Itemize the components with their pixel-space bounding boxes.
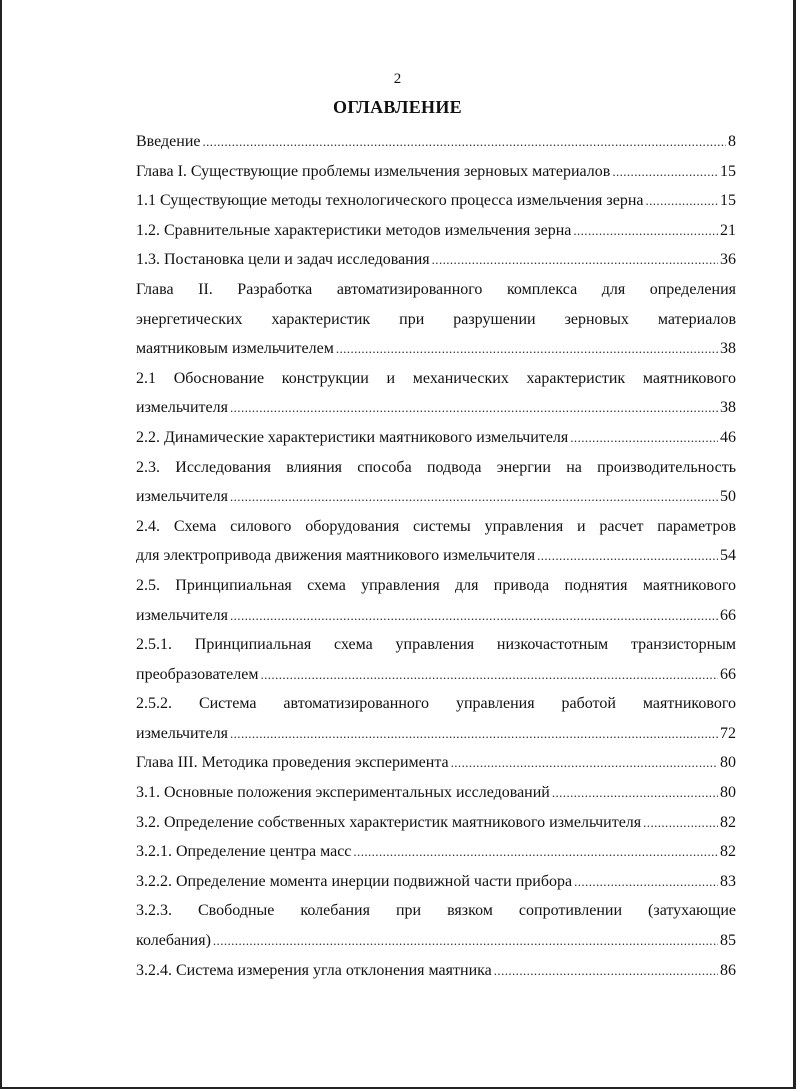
toc-entry	[136, 778, 736, 808]
toc-entry	[136, 127, 736, 157]
toc-entry-title: 1.1 Существующие методы технологического процесса измельчения зерна	[136, 192, 644, 210]
toc-page-number: 66	[720, 606, 736, 624]
toc-entry	[136, 423, 736, 453]
dot-leader	[451, 748, 718, 778]
toc-page-number: 54	[720, 547, 736, 565]
toc-list	[136, 127, 736, 985]
toc-page-number: 38	[720, 340, 736, 358]
dot-leader	[260, 660, 718, 690]
toc-page-number: 82	[720, 813, 736, 831]
toc-page-number: 15	[720, 192, 736, 210]
toc-entry	[136, 748, 736, 778]
toc-entry-line: энергетических характеристик при разрушении зерновых материалов	[136, 310, 736, 328]
toc-entry-title: Глава III. Методика проведения эксперимента	[136, 754, 449, 772]
toc-entry	[136, 216, 736, 246]
toc-entry	[136, 186, 736, 216]
page-number: 2	[393, 71, 402, 87]
toc-entry-line: Глава II. Разработка автоматизированного комплекса для определения	[136, 280, 736, 298]
toc-entry-title: 2.2. Динамические характеристики маятникового измельчителя	[136, 428, 569, 446]
toc-line	[136, 719, 736, 749]
dot-leader	[213, 926, 718, 956]
toc-entry	[136, 896, 736, 955]
toc-entry	[136, 364, 736, 423]
dot-leader	[570, 423, 718, 453]
toc-entry-title: 1.2. Сравнительные характеристики методов измельчения зерна	[136, 221, 572, 239]
toc-line	[136, 245, 736, 275]
toc-page-number: 36	[720, 251, 736, 269]
toc-line	[136, 127, 736, 157]
toc-page-number: 86	[720, 961, 736, 979]
toc-entry-line: 2.1 Обоснование конструкции и механических характеристик маятникового	[136, 369, 736, 387]
toc-entry	[136, 157, 736, 187]
dot-leader	[230, 482, 718, 512]
dot-leader	[573, 216, 718, 246]
toc-entry-title: измельчителя	[136, 488, 228, 506]
toc-entry	[136, 453, 736, 512]
toc-line	[136, 837, 736, 867]
toc-line	[136, 423, 736, 453]
toc-entry-title: для электропривода движения маятникового измельчителя	[136, 547, 536, 565]
dot-leader	[645, 186, 718, 216]
dot-leader	[353, 837, 718, 867]
toc-entry-line: 2.5.1. Принципиальная схема управления низкочастотным транзисторным	[136, 636, 736, 654]
dot-leader	[612, 157, 718, 187]
toc-entry-title: преобразователем	[136, 665, 259, 683]
toc-page-number: 80	[720, 754, 736, 772]
dot-leader	[336, 334, 718, 364]
toc-entry-title: колебания)	[136, 932, 211, 950]
toc-entry-title: измельчителя	[136, 399, 228, 417]
toc-page-number: 66	[720, 665, 736, 683]
toc-entry-line: 2.3. Исследования влияния способа подвода энергии на производительность	[136, 458, 736, 476]
toc-page-number: 83	[720, 872, 736, 890]
toc-title: ОГЛАВЛЕНИЕ	[333, 97, 462, 117]
toc-entry-title: 3.2. Определение собственных характеристик маятникового измельчителя	[136, 813, 642, 831]
toc-line	[136, 956, 736, 986]
toc-entry-title: Глава I. Существующие проблемы измельчения зерновых материалов	[136, 162, 611, 180]
toc-page-number: 38	[720, 399, 736, 417]
dot-leader	[537, 541, 718, 571]
toc-entry-line: 2.5.2. Система автоматизированного управления работой маятникового	[136, 695, 736, 713]
toc-page-number: 80	[720, 784, 736, 802]
dot-leader	[230, 601, 718, 631]
toc-line	[136, 186, 736, 216]
toc-page-number: 85	[720, 932, 736, 950]
toc-page-number: 8	[728, 133, 736, 150]
toc-page-number: 46	[720, 428, 736, 446]
toc-entry-title: 3.1. Основные положения экспериментальных исследований	[136, 784, 550, 802]
toc-page-number: 82	[720, 843, 736, 861]
dot-leader	[643, 808, 718, 838]
toc-entry	[136, 808, 736, 838]
dot-leader	[432, 245, 718, 275]
toc-entry-line: 2.5. Принципиальная схема управления для привода поднятия маятникового	[136, 576, 736, 594]
toc-entry-title: измельчителя	[136, 606, 228, 624]
dot-leader	[203, 127, 727, 157]
toc-entry	[136, 512, 736, 571]
toc-line	[136, 601, 736, 631]
dot-leader	[552, 778, 718, 808]
toc-line	[136, 808, 736, 838]
toc-entry-title: 1.3. Постановка цели и задач исследования	[136, 251, 430, 269]
toc-line	[136, 157, 736, 187]
toc-line	[136, 334, 736, 364]
toc-entry-title: 3.2.1. Определение центра масс	[136, 843, 352, 861]
toc-entry	[136, 837, 736, 867]
dot-leader	[230, 393, 718, 423]
toc-entry	[136, 956, 736, 986]
toc-page-number: 50	[720, 488, 736, 506]
toc-line	[136, 778, 736, 808]
toc-line	[136, 926, 736, 956]
dot-leader	[494, 956, 718, 986]
toc-entry-title: 3.2.4. Система измерения угла отклонения маятника	[136, 961, 492, 979]
toc-entry	[136, 867, 736, 897]
toc-entry	[136, 571, 736, 630]
toc-line	[136, 216, 736, 246]
toc-line	[136, 867, 736, 897]
toc-entry-line: 3.2.3. Свободные колебания при вязком сопротивлении (затухающие	[136, 902, 736, 920]
dot-leader	[574, 867, 718, 897]
dot-leader	[230, 719, 718, 749]
toc-page-number: 72	[720, 724, 736, 742]
toc-page-number: 21	[720, 221, 736, 239]
toc-line	[136, 393, 736, 423]
toc-line	[136, 482, 736, 512]
toc-page-number: 15	[720, 162, 736, 180]
toc-entry-title: измельчителя	[136, 724, 228, 742]
toc-line	[136, 541, 736, 571]
toc-entry	[136, 630, 736, 689]
toc-entry-line: 2.4. Схема силового оборудования системы управления и расчет параметров	[136, 517, 736, 535]
toc-entry-title: маятниковым измельчителем	[136, 340, 334, 358]
toc-entry-title: 3.2.2. Определение момента инерции подвижной части прибора	[136, 872, 573, 890]
toc-entry	[136, 245, 736, 275]
toc-entry-title: Введение	[136, 133, 201, 150]
toc-line	[136, 748, 736, 778]
toc-entry	[136, 275, 736, 364]
toc-line	[136, 660, 736, 690]
toc-entry	[136, 689, 736, 748]
